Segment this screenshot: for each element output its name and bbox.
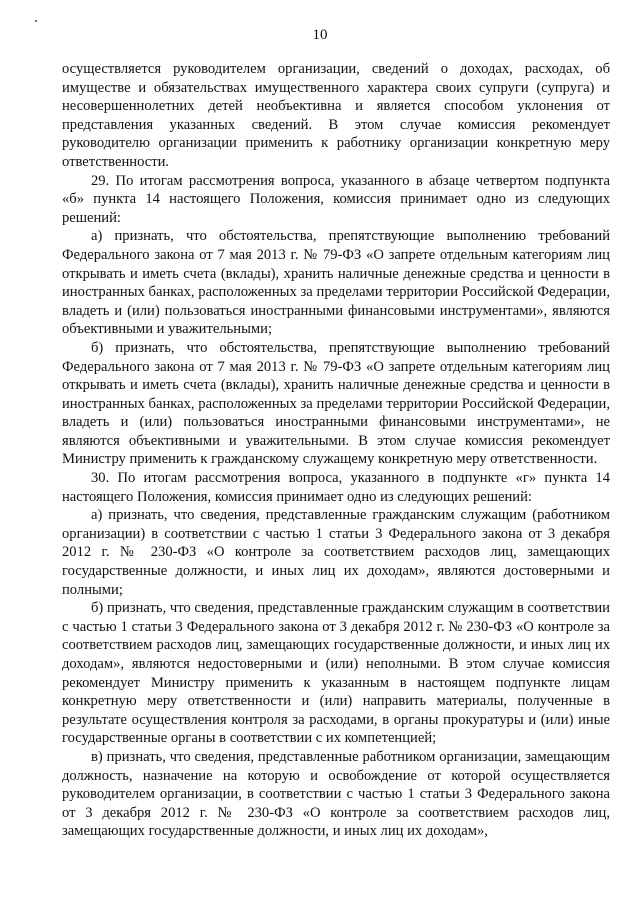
paragraph-continuation: осуществляется руководителем организации, сведений о доходах, расходах, об имуществе и обязательствах имущественного характера своих супруги (супруга) и несовершеннолетних детей необъективна и является способом уклонения от представления указанных сведений. В этом случае комиссия рекомендует руководителю организации применить к работнику организации конкретную меру ответственности.	[62, 61, 610, 170]
scan-speck	[35, 20, 37, 22]
document-body	[62, 60, 610, 841]
paragraph-30: 30. По итогам рассмотрения вопроса, указанного в подпункте «г» пункта 14 настоящего Положения, комиссия принимает одно из следующих решений:	[62, 470, 610, 505]
paragraph-29-b: б) признать, что обстоятельства, препятствующие выполнению требований Федерального закона от 7 мая 2013 г. № 79-ФЗ «О запрете отдельным категориям лиц открывать и иметь счета (вклады), хранить наличные денежные средства и ценности в иностранных банках, расположенных за пределами территории Российской Федерации, владеть и (или) пользоваться иностранными финансовыми инструментами», не являются объективными и уважительными. В этом случае комиссия рекомендует Министру применить к гражданскому служащему конкретную меру ответственности.	[62, 339, 610, 468]
paragraph-29-a: а) признать, что обстоятельства, препятствующие выполнению требований Федерального закона от 7 мая 2013 г. № 79-ФЗ «О запрете отдельным категориям лиц открывать и иметь счета (вклады), хранить наличные денежные средства и ценности в иностранных банках, расположенных за пределами территории Российской Федерации, владеть и (или) пользоваться иностранными финансовыми инструментами», являются объективными и уважительными;	[62, 228, 610, 338]
paragraph-30-a: а) признать, что сведения, представленные гражданским служащим (работником организации) в соответствии с частью 1 статьи 3 Федерального закона от 3 декабря 2012 г. № 230-ФЗ «О контроле за соответствием расходов лиц, замещающих государственные должности, и иных лиц их доходам», являются достоверными и полными;	[62, 507, 610, 598]
page-number: 10	[312, 27, 328, 43]
paragraph-30-v: в) признать, что сведения, представленные работником организации, замещающим должность, назначение на которую и освобождение от которой осуществляется руководителем организации, в соответствии с частью 1 статьи 3 Федерального закона от 3 декабря 2012 г. № 230-ФЗ «О контроле за соответствием расходов лиц, замещающих государственные должности, и иных лиц их доходам»,	[62, 748, 610, 840]
paragraph-29: 29. По итогам рассмотрения вопроса, указанного в абзаце четвертом подпункта «б» пункта 14 настоящего Положения, комиссия принимает одно из следующих решений:	[62, 172, 610, 226]
paragraph-30-b: б) признать, что сведения, представленные гражданским служащим в соответствии с частью 1 статьи 3 Федерального закона от 3 декабря 2012 г. № 230-ФЗ «О контроле за соответствием расходов лиц, замещающих государственные должности, и иных лиц их доходам», являются недостоверными и (или) неполными. В этом случае комиссия рекомендует Министру применить к указанным в настоящем подпункте лицам конкретную меру ответственности и (или) направить материалы, полученные в результате осуществления контроля за расходами, в органы прокуратуры и (или) иные государственные органы в соответствии с их компетенцией;	[62, 600, 610, 747]
